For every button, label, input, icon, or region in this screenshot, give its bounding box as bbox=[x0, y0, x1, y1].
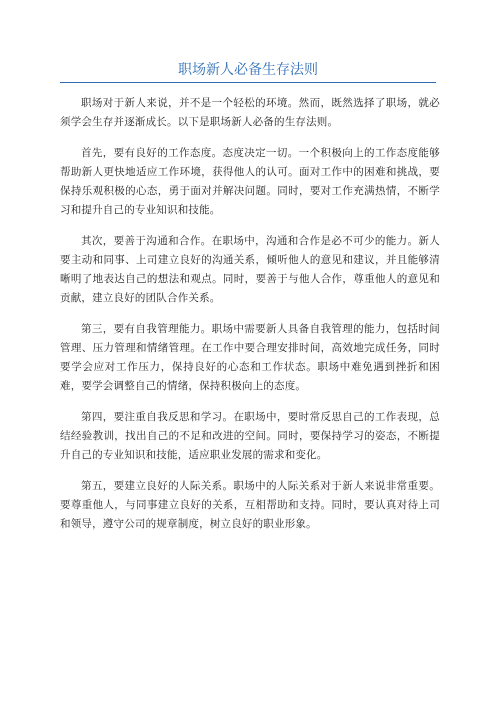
document-title: 职场新人必备生存法则 bbox=[178, 62, 318, 78]
paragraph-self-management: 第三，要有自我管理能力。职场中需要新人具备自我管理的能力，包括时间管理、压力管理和情绪管理。在工作中要合理安排时间，高效地完成任务，同时要学会应对工作压力，保持良好的心态和工作状态。职场中难免遇到挫折和困难，要学会调整自己的情绪，保持积极向上的态度。 bbox=[60, 323, 440, 392]
paragraph-attitude: 首先，要有良好的工作态度。态度决定一切。一个积极向上的工作态度能够帮助新人更快地适应工作环境，获得他人的认可。面对工作中的困难和挑战，要保持乐观积极的心态，勇于面对并解决问题。同时，要对工作充满热情，不断学习和提升自己的专业知识和技能。 bbox=[60, 147, 440, 216]
paragraph-relationships: 第五，要建立良好的人际关系。职场中的人际关系对于新人来说非常重要。要尊重他人，与同事建立良好的关系，互相帮助和支持。同时，要认真对待上司和领导，遵守公司的规章制度，树立良好的职业形象。 bbox=[60, 480, 440, 530]
paragraph-intro: 职场对于新人来说，并不是一个轻松的环境。然而，既然选择了职场，就必须学会生存并逐渐成长。以下是职场新人必备的生存法则。 bbox=[60, 97, 440, 128]
title-underline-rule bbox=[60, 82, 436, 83]
paragraph-communication: 其次，要善于沟通和合作。在职场中，沟通和合作是必不可少的能力。新人要主动和同事、上司建立良好的沟通关系，倾听他人的意见和建议，并且能够清晰明了地表达自己的想法和观点。同时，要善于与他人合作，尊重他人的意见和贡献，建立良好的团队合作关系。 bbox=[60, 235, 440, 304]
document-body bbox=[60, 94, 440, 546]
paragraph-reflection: 第四，要注重自我反思和学习。在职场中，要时常反思自己的工作表现，总结经验教训，找出自己的不足和改进的空间。同时，要保持学习的姿态，不断提升自己的专业知识和技能，适应职业发展的需求和变化。 bbox=[60, 411, 440, 461]
